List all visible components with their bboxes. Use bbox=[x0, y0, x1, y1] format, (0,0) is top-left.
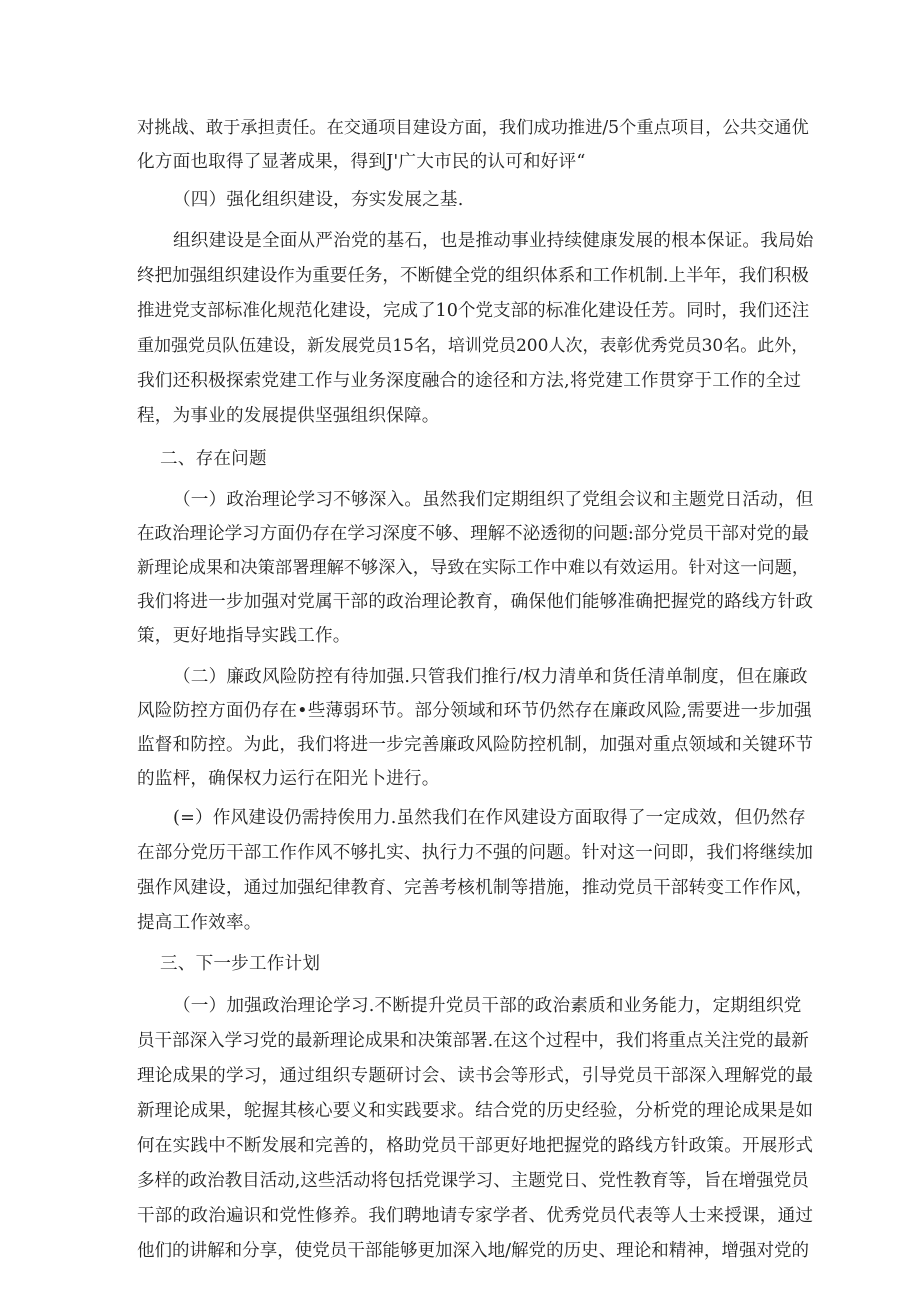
text-line: 新理论成果，鸵握其核心要义和实践要求。结合党的历史经验，分析党的理论成果是如 bbox=[137, 1101, 814, 1121]
text-line: 干部的政治遍识和党性修养。我们聘地请专家学者、优秀党员代表等人士来授课，通过 bbox=[137, 1206, 814, 1226]
text-line: 何在实践中不断发展和完善的，格助党员干部更好地把握党的路线方针政策。开展形式 bbox=[137, 1136, 814, 1156]
text-line: 策，更好地指导实践工作。 bbox=[137, 626, 351, 646]
paragraph-first-line: 组织建设是全面从严治党的基石，也是推动事业持续健康发展的根本保证。我局始 bbox=[173, 231, 814, 251]
text-line: 员干部深入学习党的最新理论成果和决策部署.在这个过程中，我们将重点关注党的最新 bbox=[137, 1031, 809, 1051]
text-line: 提高工作效率。 bbox=[137, 913, 262, 933]
paragraph-first-line: （二）廉政风险防控有待加强.只管我们推行/权力清单和货任清单制度，但在廉政 bbox=[173, 667, 808, 687]
text-line: 多样的政治教目活动,这些活动将包括党课学习、主题党日、党性教育等，旨在增强党员 bbox=[137, 1171, 809, 1191]
text-line: 理论成果的学习，通过组织专题研讨会、读书会等形式，引导党员干部深入理解党的最 bbox=[137, 1066, 814, 1086]
text-line: 在政治理论学习方面仍存在学习深度不够、理解不泌透彻的问题:部分党员干部对党的最 bbox=[137, 524, 810, 544]
paragraph-first-line: （一）加强政治理论学习.不断提升党员干部的政治素质和业务能力，定期组织党 bbox=[173, 996, 802, 1016]
text-line: 终把加强组织建设作为重要任务，不断健全党的组织体系和工作机制.上半年，我们积极 bbox=[137, 266, 809, 286]
section-heading: 三、下一步工作计划 bbox=[160, 954, 321, 974]
text-line: 化方面也取得了显著成果，得到J'广大市民的认可和好评“ bbox=[137, 152, 586, 172]
text-line: 对挑战、敢于承担责任。在交通项目建设方面，我们成功推进/5个重点项目，公共交通优 bbox=[137, 118, 809, 138]
paragraph-first-line: (=）作风建设仍需持俟用力.虽然我们在作风建设方面取得了一定成效，但仍然存 bbox=[173, 808, 806, 828]
section-heading: 二、存在问题 bbox=[160, 449, 267, 469]
text-line: 重加强党员队伍建设，新发展党员15名，培训党员200人次，表彰优秀党员30名。此外， bbox=[137, 336, 809, 356]
paragraph-first-line: （一）政治理论学习不够深入。虽然我们定期组织了党组会议和主题党日活动，但 bbox=[173, 490, 814, 510]
text-line: 新理论成果和决策部署理解不够深入，导致在实际工作中难以有效运用。针对这一问题， bbox=[137, 558, 810, 578]
text-line: 我们将进一步加强对党属干部的政治理论教育，确保他们能够准确把握党的路线方针政 bbox=[137, 592, 814, 612]
text-line: 监督和防控。为此，我们将进一步完善廉政风险防控机制，加强对重点领域和关键环节 bbox=[137, 735, 814, 755]
text-line: 在部分党历干部工作作风不够扎实、执行力不强的问题。针对这一问即，我们将继续加 bbox=[137, 843, 814, 863]
text-line: 程，为事业的发展提供坚强组织保障。 bbox=[137, 406, 440, 426]
text-line: 我们还积极探索党建工作与业务深度融合的途径和方法,将党建工作贯穿于工作的全过 bbox=[137, 371, 802, 391]
text-line: 推进党支部标准化规范化建设，完成了10个党支部的标准化建设任芳。同时，我们还注 bbox=[137, 301, 810, 321]
text-line: 强作风建设，通过加强纪律教育、完善考核机制等措施，推动党员干部转变工作作风， bbox=[137, 878, 814, 898]
section-heading: （四）强化组织建设，夯实发展之基. bbox=[173, 190, 464, 210]
text-line: 风险防控方面仍存在•些薄弱环节。部分领域和环节仍然存在廉政风险,需要进一步加强 bbox=[137, 701, 812, 721]
text-line: 的监枰，确保权力运行在阳光卜进行。 bbox=[137, 769, 440, 789]
text-line: 他们的讲解和分享，使党员干部能够更加深入地/解党的历史、理论和精神，增强对党的 bbox=[137, 1241, 810, 1261]
